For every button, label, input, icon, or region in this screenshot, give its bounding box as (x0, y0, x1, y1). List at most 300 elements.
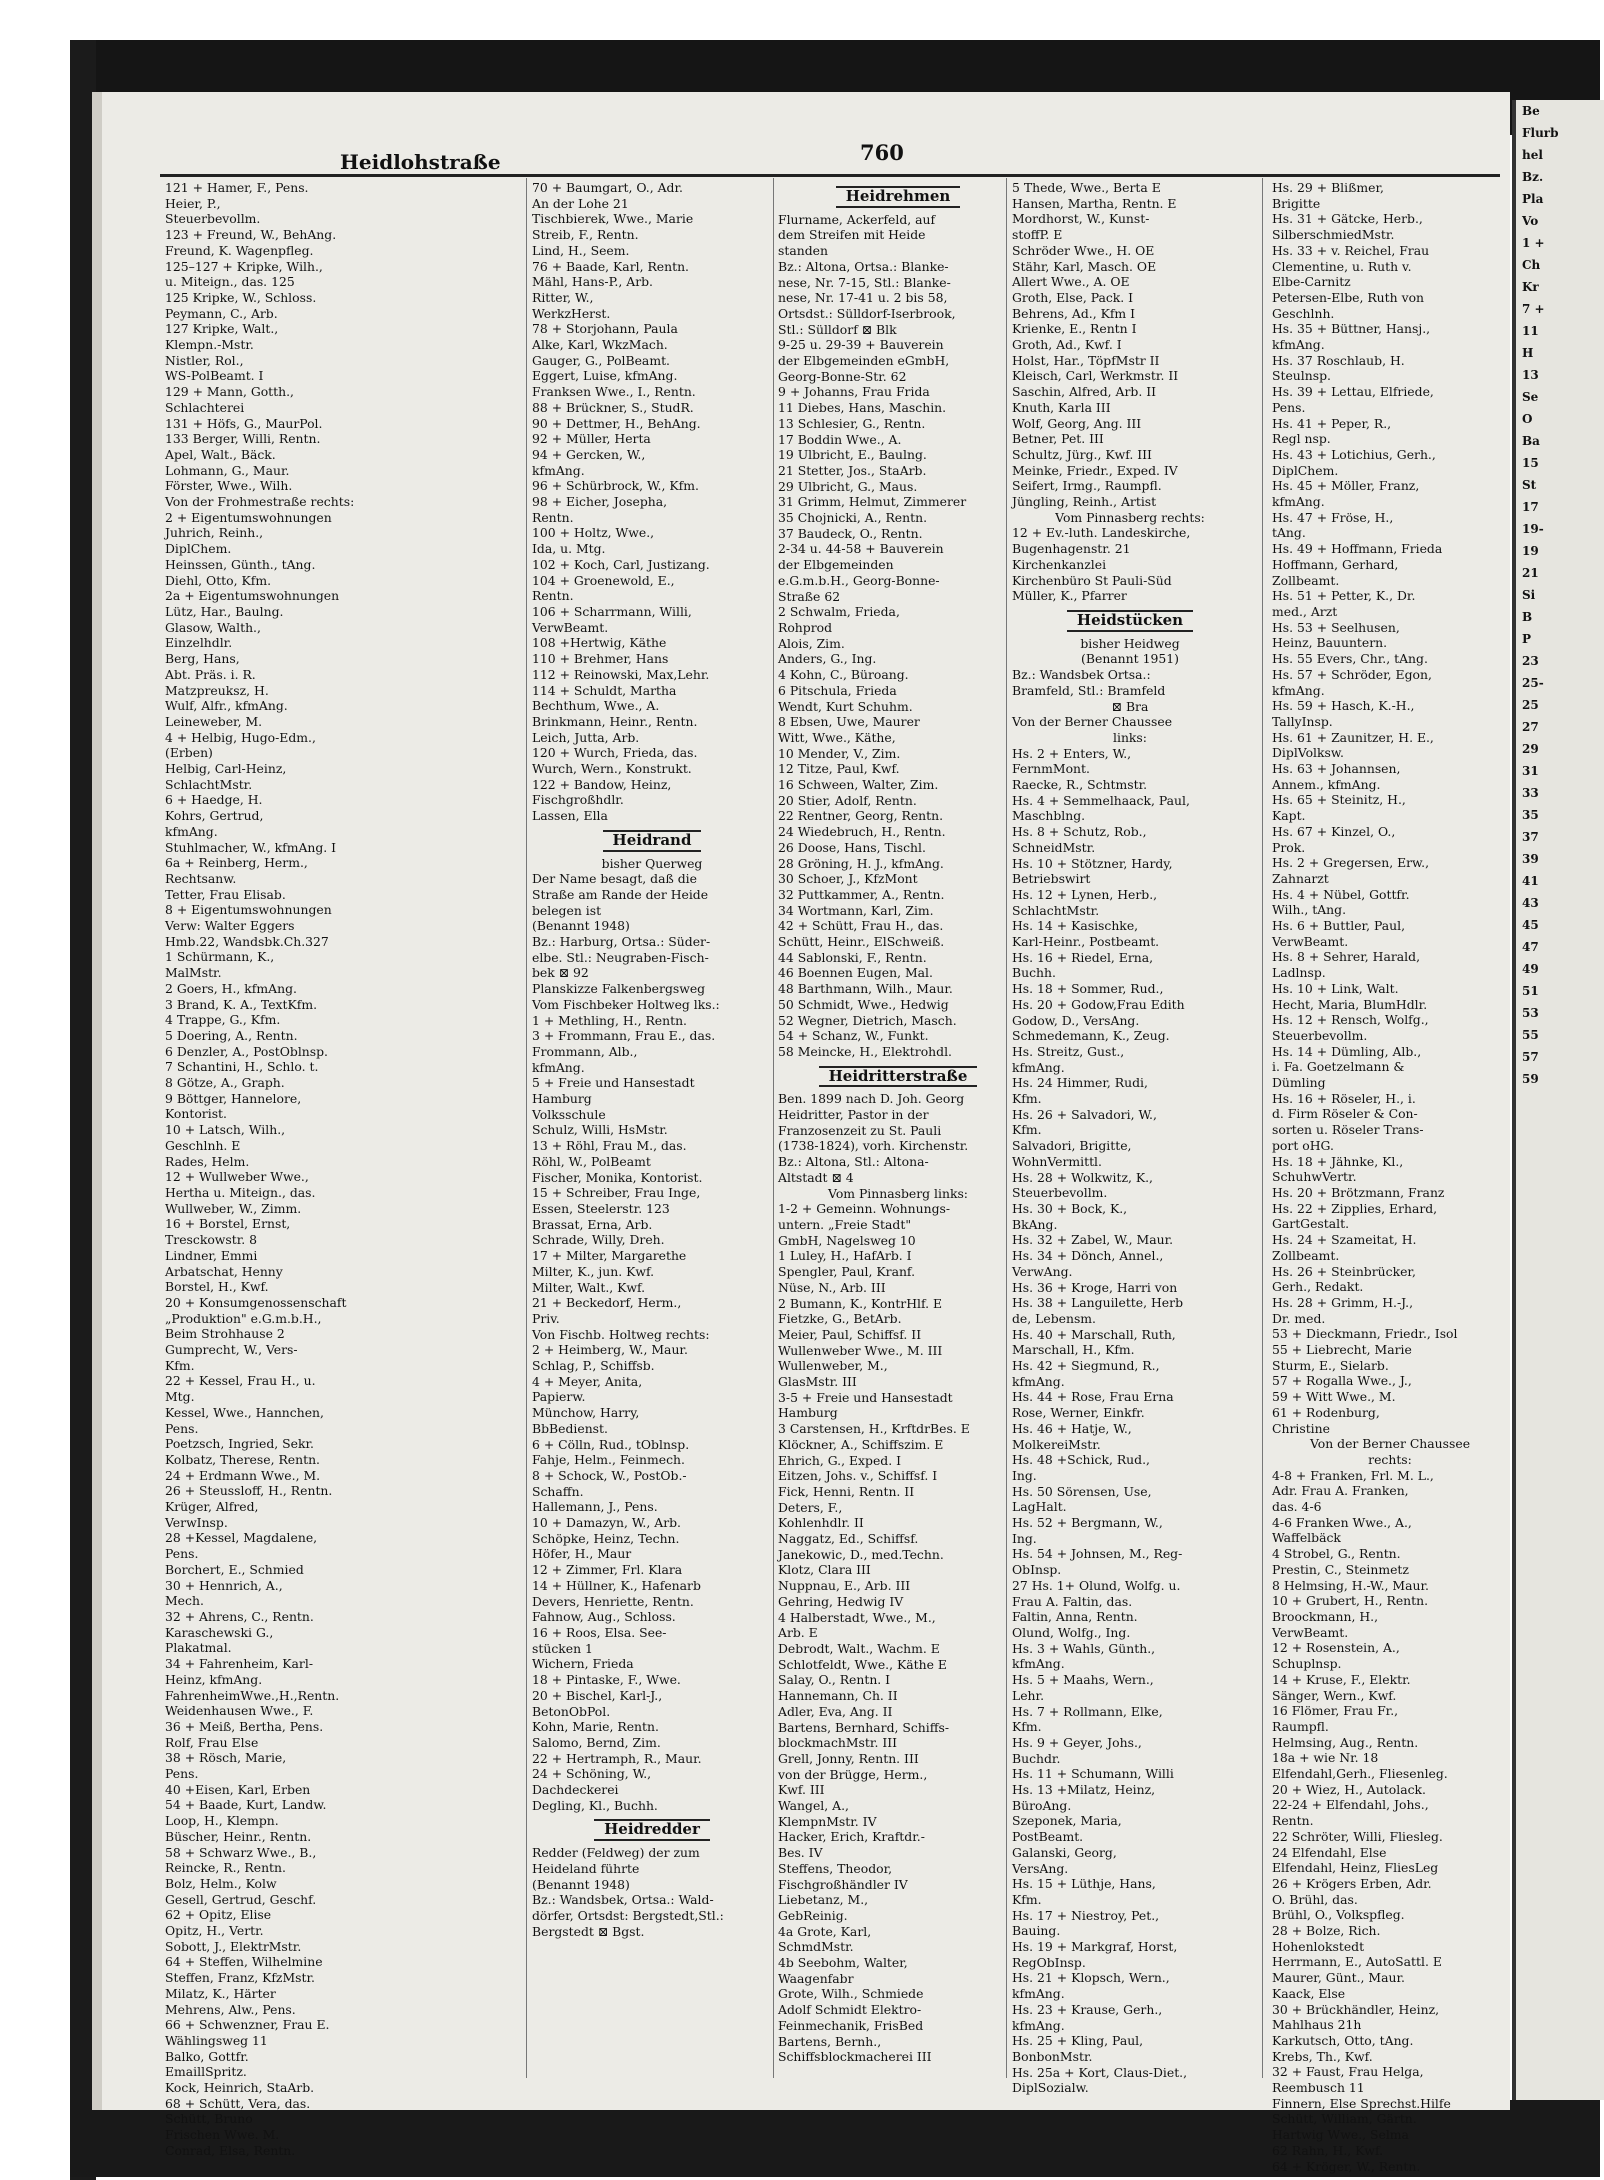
directory-entry-line: kfmAng. (532, 462, 585, 478)
directory-entry-line: Szeponek, Maria, (1012, 1813, 1122, 1829)
directory-entry-line: 88 + Brückner, S., StudR. (532, 399, 694, 415)
directory-entry-line: Karkutsch, Otto, tAng. (1272, 2032, 1414, 2048)
directory-entry-line: Heier, P., (165, 195, 221, 211)
directory-entry-line: Hs. 42 + Siegmund, R., (1012, 1358, 1160, 1374)
directory-entry-line: Schlag, P., Schiffsb. (532, 1358, 655, 1374)
directory-entry-line: Zahnarzt (1272, 870, 1329, 886)
section-note: Von der Berner Chaussee (1309, 1436, 1471, 1452)
directory-entry-line: Wichern, Frieda (532, 1656, 634, 1672)
directory-entry-line: 21 Stetter, Jos., StaArb. (778, 462, 927, 478)
directory-entry-line: Verw: Walter Eggers (165, 918, 295, 934)
directory-entry-line: port oHG. (1272, 1137, 1334, 1153)
directory-entry-line: Salay, O., Rentn. I (778, 1672, 891, 1688)
directory-entry-line: Pens. (1272, 399, 1306, 415)
directory-entry-line: 13 + Röhl, Frau M., das. (532, 1138, 687, 1154)
directory-entry-line: Kleisch, Carl, Werkmstr. II (1012, 368, 1179, 384)
directory-entry-line: Frischen Wwe. M. (165, 2127, 280, 2143)
facing-page-text: 57 (1522, 1050, 1539, 1064)
directory-entry-line: 16 Flömer, Frau Fr., (1272, 1703, 1399, 1719)
directory-entry-line: Schütt, Bruno (165, 2111, 253, 2127)
directory-entry-line: 4 + Helbig, Hugo-Edm., (165, 729, 316, 745)
directory-entry-line: 22 + Hertramph, R., Maur. (532, 1750, 702, 1766)
directory-entry-line: Bz.: Harburg, Ortsa.: Süder- (532, 934, 711, 950)
directory-column-1 (165, 180, 515, 2158)
directory-entry-line: Hs. 47 + Fröse, H., (1272, 509, 1394, 525)
directory-entry-line: Wilh., tAng. (1272, 902, 1347, 918)
directory-entry-line: Klöckner, A., Schiffszim. E (778, 1436, 944, 1452)
directory-entry-line: Hs. 16 + Riedel, Erna, (1012, 949, 1154, 965)
directory-entry-line: Adolf Schmidt Elektro- (778, 2002, 922, 2018)
directory-entry-line: Groth, Ad., Kwf. I (1012, 337, 1122, 353)
facing-page-text: Pla (1522, 192, 1544, 206)
directory-entry-line: Hmb.22, Wandsbk.Ch.327 (165, 933, 329, 949)
directory-entry-line: Buchdr. (1012, 1750, 1061, 1766)
directory-entry-line: Steuerbevollm. (165, 211, 261, 227)
directory-entry-line: Hs. 36 + Kroge, Harri von (1012, 1279, 1178, 1295)
directory-entry-line: Hs. 3 + Wahls, Günth., (1012, 1640, 1156, 1656)
directory-entry-line: Geschlnh. E (165, 1137, 241, 1153)
directory-entry-line: kfmAng. (532, 1059, 585, 1075)
directory-entry-line: 110 + Brehmer, Hans (532, 651, 669, 667)
facing-page-text: 25- (1522, 676, 1544, 690)
directory-entry-line: „Produktion" e.G.m.b.H., (165, 1310, 322, 1326)
directory-entry-line: Hs. 37 Roschlaub, H. (1272, 352, 1405, 368)
directory-entry-line: Bolz, Helm., Kolw (165, 1875, 277, 1891)
directory-entry-line: 4 + Meyer, Anita, (532, 1373, 643, 1389)
directory-entry-line: Hs. 26 + Salvadori, W., (1012, 1106, 1157, 1122)
directory-entry-line: d. Firm Röseler & Con- (1272, 1106, 1418, 1122)
directory-entry-line: Debrodt, Walt., Wachm. E (778, 1640, 940, 1656)
directory-entry-line: Witt, Wwe., Käthe, (778, 729, 896, 745)
directory-entry-line: Zollbeamt. (1272, 1247, 1340, 1263)
directory-entry-line: Hs. 43 + Lotichius, Gerh., (1272, 446, 1436, 462)
directory-entry-line: 9 + Johanns, Frau Frida (778, 384, 930, 400)
directory-entry-line: MalMstr. (165, 965, 222, 981)
directory-entry-line: Fick, Henni, Rentn. II (778, 1483, 915, 1499)
facing-page-text: 53 (1522, 1006, 1539, 1020)
directory-entry-line: 76 + Baade, Karl, Rentn. (532, 258, 689, 274)
facing-page-text: 49 (1522, 962, 1539, 976)
directory-entry-line: 4 Kohn, C., Büroang. (778, 667, 909, 683)
directory-entry-line: Naggatz, Ed., Schiffsf. (778, 1531, 919, 1547)
directory-entry-line: 5 Doering, A., Rentn. (165, 1027, 298, 1043)
facing-page-text: Si (1522, 588, 1536, 602)
directory-entry-line: Elfendahl, Heinz, FliesLeg (1272, 1860, 1439, 1876)
directory-entry-line: Planskizze Falkenbergsweg (532, 981, 706, 997)
directory-entry-line: Hecht, Maria, BlumHdlr. (1272, 996, 1428, 1012)
directory-entry-line: Lütz, Har., Baulng. (165, 603, 284, 619)
directory-entry-line: 127 Kripke, Walt., (165, 321, 279, 337)
directory-entry-line: 50 Schmidt, Wwe., Hedwig (778, 996, 949, 1012)
directory-entry-line: 123 + Freund, W., BehAng. (165, 227, 337, 243)
directory-entry-line: Papierw. (532, 1389, 586, 1405)
directory-entry-line: 4b Seebohm, Walter, (778, 1955, 908, 1971)
directory-entry-line: Kapt. (1272, 808, 1306, 824)
directory-entry-line: Brühl, O., Volkspfleg. (1272, 1907, 1405, 1923)
directory-entry-line: Bramfeld, Stl.: Bramfeld (1012, 682, 1166, 698)
directory-entry-line: stoffP. E (1012, 227, 1063, 243)
directory-entry-line: Hs. 34 + Dönch, Annel., (1012, 1248, 1164, 1264)
directory-entry-line: 54 + Baade, Kurt, Landw. (165, 1797, 327, 1813)
directory-entry-line: med., Arzt (1272, 603, 1338, 619)
directory-entry-line: Hs. 19 + Markgraf, Horst, (1012, 1939, 1178, 1955)
directory-entry-line: Straße 62 (778, 588, 841, 604)
directory-entry-line: Lassen, Ella (532, 808, 608, 824)
facing-page-text: Se (1522, 390, 1539, 404)
facing-page-text: Be (1522, 104, 1540, 118)
directory-entry-line: 102 + Koch, Carl, Justizang. (532, 556, 710, 572)
facing-page-text: St (1522, 478, 1537, 492)
directory-entry-line: Hs. 33 + v. Reichel, Frau (1272, 242, 1430, 258)
directory-entry-line: Hs. 32 + Zabel, W., Maur. (1012, 1232, 1174, 1248)
directory-entry-line: Pens. (165, 1546, 199, 1562)
directory-entry-line: Hs. 25a + Kort, Claus-Diet., (1012, 2064, 1188, 2080)
street-heading-text: Heidstücken (1067, 610, 1193, 632)
directory-entry-line: 34 Wortmann, Karl, Zim. (778, 902, 934, 918)
directory-entry-line: Wullenweber Wwe., M. III (778, 1342, 943, 1358)
directory-entry-line: Schiffsblockmacherei III (778, 2049, 932, 2065)
directory-entry-line: 19 Ulbricht, E., Baulng. (778, 447, 927, 463)
directory-entry-line: Glasow, Walth., (165, 619, 261, 635)
directory-entry-line: Priv. (532, 1310, 560, 1326)
directory-entry-line: Hs. Streitz, Gust., (1012, 1043, 1125, 1059)
directory-entry-line: Hs. 12 + Lynen, Herb., (1012, 886, 1158, 902)
directory-entry-line: DiplVolksw. (1272, 745, 1344, 761)
directory-entry-line: untern. „Freie Stadt" (778, 1217, 912, 1232)
directory-entry-line: standen (778, 243, 828, 259)
directory-entry-line: Mech. (165, 1593, 204, 1609)
directory-entry-line: 70 + Baumgart, O., Adr. (532, 180, 683, 195)
directory-entry-line: 6 + Haedge, H. (165, 792, 263, 808)
directory-entry-line: Gauger, G., PolBeamt. (532, 352, 670, 368)
directory-entry-line: 1 + Methling, H., Rentn. (532, 1012, 687, 1028)
directory-entry-line: DiplSozialw. (1012, 2080, 1089, 2096)
directory-entry-line: Tresckowstr. 8 (165, 1232, 258, 1248)
directory-entry-line: sorten u. Röseler Trans- (1272, 1122, 1424, 1138)
directory-entry-line: 10 Mender, V., Zim. (778, 745, 901, 761)
facing-page-fragment (1512, 100, 1604, 2100)
directory-entry-line: Deters, F., (778, 1499, 843, 1515)
facing-page-text: 19 (1522, 544, 1539, 558)
directory-entry-line: 125–127 + Kripke, Wilh., (165, 258, 323, 274)
directory-entry-line: bek ⊠ 92 (532, 965, 589, 981)
directory-entry-line: 61 + Rodenburg, (1272, 1404, 1380, 1420)
directory-entry-line: 114 + Schuldt, Martha (532, 682, 677, 698)
directory-entry-line: Alke, Karl, WkzMach. (532, 337, 668, 353)
directory-entry-line: 13 Schlesier, G., Rentn. (778, 415, 926, 431)
facing-page-text: 33 (1522, 786, 1539, 800)
directory-entry-line: Hs. 6 + Buttler, Paul, (1272, 918, 1406, 934)
directory-entry-line: 104 + Groenewold, E., (532, 572, 675, 588)
directory-entry-line: 30 + Brückhändler, Heinz, (1272, 2001, 1440, 2017)
directory-entry-line: 94 + Gercken, W., (532, 446, 646, 462)
directory-entry-line: nese, Nr. 7-15, Stl.: Blanke- (778, 274, 951, 290)
directory-entry-line: Bes. IV (778, 1845, 823, 1861)
directory-entry-line: Finnern, Else Sprechst.Hilfe (1272, 2095, 1451, 2111)
directory-entry-line: Hs. 24 Himmer, Rudi, (1012, 1075, 1148, 1091)
directory-entry-line: 58 Meincke, H., Elektrohdl. (778, 1043, 952, 1059)
directory-entry-line: Abt. Präs. i. R. (165, 666, 256, 682)
directory-entry-line: kfmAng. (1272, 337, 1325, 353)
directory-entry-line: BüroAng. (1012, 1797, 1072, 1813)
directory-entry-line: Schütt, William, Gärtn. (1272, 2111, 1417, 2127)
directory-entry-line: 35 Chojnicki, A., Rentn. (778, 510, 928, 526)
directory-entry-line: Kfm. (1012, 1891, 1042, 1907)
directory-entry-line: VerwAng. (1012, 1263, 1073, 1279)
directory-entry-line: Kohlenhdlr. II (778, 1515, 864, 1531)
directory-entry-line: Tetter, Frau Elisab. (165, 886, 286, 902)
directory-entry-line: 6a + Reinberg, Herm., (165, 855, 308, 871)
directory-entry-line: Hamburg (532, 1091, 592, 1107)
directory-entry-line: Ehrich, G., Exped. I (778, 1452, 901, 1468)
directory-entry-line: Marschall, H., Kfm. (1012, 1342, 1135, 1358)
directory-entry-line: Krüger, Alfred, (165, 1499, 259, 1515)
directory-entry-line: Godow, D., VersAng. (1012, 1012, 1140, 1028)
directory-entry-line: Milatz, K., Härter (165, 1985, 276, 2001)
directory-entry-line: Krienke, E., Rentn I (1012, 321, 1137, 337)
directory-entry-line: Hohenlokstedt (1272, 1938, 1365, 1954)
directory-entry-line: 14 + Hüllner, K., Hafenarb (532, 1577, 701, 1593)
directory-entry-line: Ida, u. Mtg. (532, 541, 606, 557)
directory-entry-line: 40 +Eisen, Karl, Erben (165, 1781, 311, 1797)
facing-page-text: Vo (1522, 214, 1539, 228)
directory-entry-line: Sturm, E., Sielarb. (1272, 1357, 1389, 1373)
directory-entry-line: 37 Baudeck, O., Rentn. (778, 525, 923, 541)
directory-entry-line: Arb. E (778, 1625, 818, 1641)
directory-entry-line: Gesell, Gertrud, Geschf. (165, 1891, 317, 1907)
directory-entry-line: Weidenhausen Wwe., F. (165, 1703, 314, 1719)
directory-entry-line: 8 Helmsing, H.-W., Maur. (1272, 1577, 1429, 1593)
directory-entry-line: Wangel, A., (778, 1798, 849, 1814)
directory-entry-line: 16 Schween, Walter, Zim. (778, 777, 939, 793)
directory-entry-line: Von der Frohmestraße rechts: (165, 494, 355, 510)
directory-entry-line: 30 Schoer, J., KfzMont (778, 871, 918, 887)
directory-entry-line: Holst, Har., TöpfMstr II (1012, 352, 1160, 368)
directory-entry-line: Betner, Pet. III (1012, 431, 1104, 447)
directory-entry-line: Streib, F., Rentn. (532, 227, 639, 243)
facing-page-text: 19- (1522, 522, 1544, 536)
directory-entry-line: 4 Trappe, G., Kfm. (165, 1012, 281, 1028)
directory-entry-line: Bugenhagenstr. 21 (1012, 541, 1131, 557)
directory-entry-line: 44 Sablonski, F., Rentn. (778, 949, 927, 965)
directory-entry-line: 4-6 Franken Wwe., A., (1272, 1514, 1412, 1530)
directory-entry-line: BetonObPol. (532, 1703, 611, 1719)
directory-entry-line: 3-5 + Freie und Hansestadt (778, 1389, 953, 1405)
directory-entry-line: das. 4-6 (1272, 1499, 1322, 1515)
directory-entry-line: Nüse, N., Arb. III (778, 1279, 886, 1295)
directory-entry-line: An der Lohe 21 (532, 195, 629, 211)
section-note: (Benannt 1951) (1081, 651, 1179, 667)
directory-entry-line: Hs. 2 + Enters, W., (1012, 745, 1132, 761)
directory-entry-line: (1738-1824), vorh. Kirchenstr. (778, 1138, 969, 1154)
directory-entry-line: 22-24 + Elfendahl, Johs., (1272, 1797, 1429, 1813)
directory-entry-line: Essen, Steelerstr. 123 (532, 1201, 670, 1216)
directory-entry-line: Loop, H., Klempn. (165, 1813, 279, 1829)
facing-page-text: 45 (1522, 918, 1539, 932)
directory-entry-line: SchmdMstr. (778, 1939, 854, 1955)
directory-entry-line: SchlachtMstr. (1012, 902, 1100, 918)
directory-entry-line: 62 Rahn, H., Kwf. (1272, 2142, 1384, 2158)
directory-entry-line: Hs. 5 + Maahs, Wern., (1012, 1672, 1154, 1688)
directory-entry-line: Heinssen, Günth., tAng. (165, 556, 316, 572)
directory-entry-line: (Benannt 1948) (532, 1876, 630, 1892)
directory-entry-line: 4 Halberstadt, Wwe., M., (778, 1609, 936, 1625)
directory-entry-line: Karaschewski G., (165, 1624, 274, 1640)
directory-entry-line: 8 + Eigentumswohnungen (165, 902, 332, 918)
directory-entry-line: 6 Denzler, A., PostOblnsp. (165, 1043, 328, 1059)
directory-entry-line: 98 + Eicher, Josepha, (532, 494, 668, 510)
directory-entry-line: Hamburg (778, 1405, 838, 1421)
directory-entry-line: SilberschmiedMstr. (1272, 227, 1395, 243)
directory-entry-line: Hs. 39 + Lettau, Elfriede, (1272, 384, 1434, 400)
directory-entry-line: Berg, Hans, (165, 651, 240, 667)
directory-entry-line: Steulnsp. (1272, 368, 1331, 384)
directory-entry-line: Hs. 20 + Brötzmann, Franz (1272, 1185, 1445, 1200)
section-note: Vom Pinnasberg rechts: (1055, 509, 1205, 525)
directory-entry-line: Saschin, Alfred, Arb. II (1012, 384, 1157, 400)
directory-entry-line: Hs. 14 + Kasischke, (1012, 918, 1139, 934)
facing-page-text: 59 (1522, 1072, 1539, 1086)
facing-page-text: 51 (1522, 984, 1539, 998)
directory-entry-line: Maurer, Günt., Maur. (1272, 1970, 1405, 1986)
directory-entry-line: Steffens, Theodor, (778, 1860, 893, 1876)
directory-entry-line: Rentn. (532, 588, 574, 604)
directory-entry-line: e.G.m.b.H., Georg-Bonne- (778, 572, 940, 588)
directory-entry-line: 2a + Eigentumswohnungen (165, 588, 340, 604)
header-rule (160, 174, 1500, 177)
directory-entry-line: Allert Wwe., A. OE (1012, 274, 1130, 290)
directory-entry-line: Adler, Eva, Ang. II (778, 1703, 893, 1719)
directory-entry-line: kfmAng. (1012, 2017, 1065, 2033)
directory-entry-line: Der Name besagt, daß die (532, 871, 697, 887)
street-heading (778, 186, 1018, 208)
directory-entry-line: Karl-Heinr., Postbeamt. (1012, 934, 1160, 950)
directory-entry-line: Kirchenkanzlei (1012, 556, 1107, 572)
directory-entry-line: Hs. 57 + Schröder, Egon, (1272, 666, 1432, 682)
directory-entry-line: Hs. 49 + Hoffmann, Frieda (1272, 541, 1443, 557)
directory-entry-line: Raecke, R., Schtmstr. (1012, 777, 1148, 793)
directory-entry-line: 68 + Schütt, Vera, das. (165, 2095, 311, 2111)
facing-page-text: Kr (1522, 280, 1539, 294)
directory-entry-line: Rolf, Frau Else (165, 1734, 259, 1750)
directory-entry-line: 2-34 u. 44-58 + Bauverein (778, 541, 944, 557)
facing-page-text: 17 (1522, 500, 1539, 514)
directory-entry-line: Klotz, Clara III (778, 1562, 871, 1578)
directory-entry-line: Kohrs, Gertrud, (165, 808, 264, 824)
directory-entry-line: Opitz, H., Vertr. (165, 1923, 264, 1939)
section-note: ⊠ Bra (1111, 698, 1149, 714)
directory-entry-line: Straße am Rande der Heide (532, 886, 709, 902)
facing-page-text: Flurb (1522, 126, 1559, 140)
directory-entry-line: BbBedienst. (532, 1420, 608, 1436)
directory-entry-line: Wendt, Kurt Schuhm. (778, 698, 913, 714)
directory-entry-line: 12 + Wullweber Wwe., (165, 1169, 309, 1185)
directory-entry-line: Bz.: Wandsbek Ortsa.: (1012, 667, 1151, 683)
directory-entry-line: Bz.: Wandsbek, Ortsa.: Wald- (532, 1892, 714, 1908)
directory-entry-line: dem Streifen mit Heide (778, 227, 926, 243)
directory-entry-line: Schaffn. (532, 1483, 584, 1499)
directory-entry-line: Hs. 63 + Johannsen, (1272, 761, 1401, 777)
directory-entry-line: Büscher, Heinr., Rentn. (165, 1828, 312, 1844)
directory-entry-line: Fietzke, G., BetArb. (778, 1311, 902, 1327)
directory-column-5 (1272, 180, 1508, 2174)
directory-entry-line: Hs. 23 + Krause, Gerh., (1012, 2001, 1163, 2017)
directory-entry-line: Heidritter, Pastor in der (778, 1107, 929, 1123)
directory-entry-line: MolkereiMstr. (1012, 1436, 1101, 1452)
directory-entry-line: Reincke, R., Rentn. (165, 1860, 286, 1876)
directory-entry-line: Seifert, Irmg., Raumpfl. (1012, 478, 1162, 494)
directory-entry-line: Dümling (1272, 1075, 1326, 1091)
directory-entry-line: Alois, Zim. (778, 635, 845, 651)
directory-entry-line: 66 + Schwenzner, Frau E. (165, 2017, 330, 2033)
directory-entry-line: 1-2 + Gemeinn. Wohnungs- (778, 1201, 951, 1217)
directory-entry-line: Faltin, Anna, Rentn. (1012, 1609, 1138, 1625)
directory-entry-line: Hs. 4 + Semmelhaack, Paul, (1012, 792, 1190, 808)
directory-entry-line: VerwBeamt. (1272, 933, 1349, 949)
directory-entry-line: KlempnMstr. IV (778, 1813, 877, 1829)
street-heading (532, 830, 772, 852)
directory-entry-line: Höfer, H., Maur (532, 1546, 632, 1562)
directory-entry-line: Wählingsweg 11 (165, 2032, 268, 2048)
directory-entry-line: Juhrich, Reinh., (165, 525, 264, 541)
directory-entry-line: Hannemann, Ch. II (778, 1688, 898, 1704)
directory-entry-line: Geschlnh. (1272, 305, 1335, 321)
directory-entry-line: Rentn. (1272, 1813, 1314, 1829)
directory-entry-line: Eggert, Luise, kfmAng. (532, 368, 678, 384)
directory-entry-line: kfmAng. (1012, 1656, 1065, 1672)
directory-entry-line: Hs. 40 + Marschall, Ruth, (1012, 1326, 1176, 1342)
directory-entry-line: Kontorist. (165, 1106, 227, 1122)
directory-entry-line: der Elbgemeinden eGmbH, (778, 353, 950, 369)
directory-entry-line: Schmedemann, K., Zeug. (1012, 1028, 1170, 1044)
directory-entry-line: 16 + Borstel, Ernst, (165, 1216, 291, 1232)
directory-entry-line: FahrenheimWwe.,H.,Rentn. (165, 1687, 340, 1703)
directory-entry-line: Rechtsanw. (165, 870, 237, 886)
directory-entry-line: Hartwig Wwe., Selma (1272, 2127, 1409, 2143)
directory-entry-line: 2 Schwalm, Frieda, (778, 604, 900, 620)
facing-page-text: 11 (1522, 324, 1539, 338)
directory-entry-line: Hertha u. Miteign., das. (165, 1185, 316, 1200)
directory-entry-line: Heinz, Bauuntern. (1272, 635, 1388, 651)
directory-entry-line: Tischbierek, Wwe., Marie (532, 211, 694, 227)
directory-entry-line: Hansen, Martha, Rentn. E (1012, 195, 1177, 211)
directory-entry-line: 6 Pitschula, Frieda (778, 682, 897, 698)
directory-entry-line: PostBeamt. (1012, 1829, 1084, 1845)
directory-entry-line: Hs. 7 + Rollmann, Elke, (1012, 1703, 1163, 1719)
directory-entry-line: Bartens, Bernhard, Schiffs- (778, 1719, 950, 1735)
directory-entry-line: DiplChem. (165, 541, 232, 557)
directory-entry-line: Hs. 20 + Godow,Frau Edith (1012, 996, 1185, 1012)
directory-entry-line: Von Fischb. Holtweg rechts: (532, 1326, 710, 1342)
directory-entry-line: Stuhlmacher, W., kfmAng. I (165, 839, 337, 855)
directory-entry-line: Förster, Wwe., Wilh. (165, 478, 293, 494)
directory-entry-line: 28 Gröning, H. J., kfmAng. (778, 855, 944, 871)
directory-entry-line: 20 + Bischel, Karl-J., (532, 1687, 663, 1703)
directory-entry-line: Bechthum, Wwe., A. (532, 698, 660, 714)
directory-entry-line: Christine (1272, 1420, 1330, 1436)
directory-entry-line: Elbe-Carnitz (1272, 274, 1351, 290)
directory-entry-line: Schuplnsp. (1272, 1656, 1342, 1672)
directory-entry-line: Liebetanz, M., (778, 1892, 869, 1908)
directory-entry-line: Hs. 50 Sörensen, Use, (1012, 1483, 1152, 1499)
directory-entry-line: 90 + Dettmer, H., BehAng. (532, 415, 701, 431)
directory-entry-line: 34 + Fahrenheim, Karl- (165, 1656, 314, 1672)
running-head: Heidlohstraße (340, 150, 501, 174)
directory-entry-line: Ben. 1899 nach D. Joh. Georg (778, 1091, 965, 1107)
directory-entry-line: Leineweber, M. (165, 713, 263, 729)
directory-entry-line: Flurname, Ackerfeld, auf (778, 211, 936, 227)
directory-entry-line: Reembusch 11 (1272, 2080, 1365, 2096)
